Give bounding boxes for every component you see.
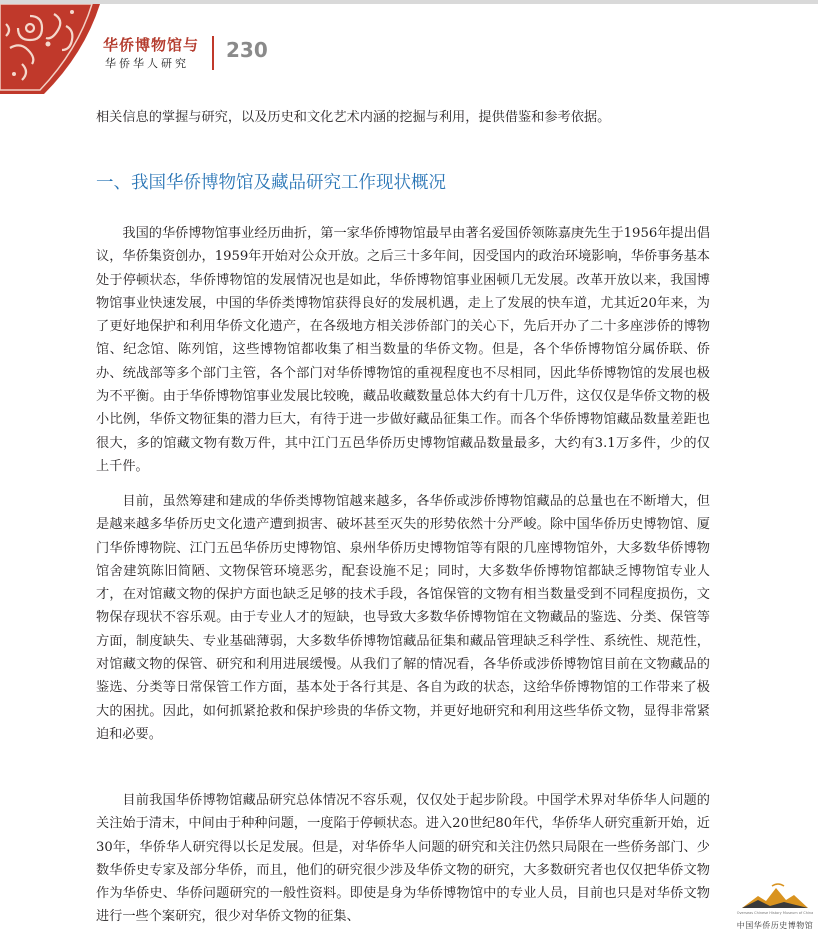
decorative-corner-pattern xyxy=(0,4,100,94)
intro-line: 相关信息的掌握与研究，以及历史和文化艺术内涵的挖掘与利用，提供借鉴和参考依据。 xyxy=(96,110,611,125)
page-number: 230 xyxy=(226,38,268,62)
logo-english-text: Overseas Chinese History Museum of China xyxy=(736,911,814,915)
book-subtitle: 华侨华人研究 xyxy=(105,57,189,70)
section-heading: 一、我国华侨博物馆及藏品研究工作现状概况 xyxy=(96,173,446,193)
logo-chinese-text: 中国华侨历史博物馆 xyxy=(736,921,814,930)
body-paragraph-2: 目前，虽然筹建和建成的华侨类博物馆越来越多，各华侨或涉侨博物馆藏品的总量也在不断增大，但是越来越多华侨历史文化遗产遭到损害、破坏甚至灭失的形势依然十分严峻。除中国华侨历史博物馆、厦门华侨博物院、江门五邑华侨历史博物馆、泉州华侨历史博物馆等有限的几座博物馆外，大多数华侨博物馆舍建筑陈旧简陋、文物保管环境恶劣，配套设施不足；同时，大多数华侨博物馆都缺乏博物馆专业人才，在对馆藏文物的保护方面也缺乏足够的技术手段，各馆保管的文物有相当数量受到不同程度损伤，文物保存现状不容乐观。由于专业人才的短缺，也导致大多数华侨博物馆在文物藏品的鉴选、分类、保管等方面，制度缺失、专业基础薄弱，大多数华侨博物馆藏品征集和藏品管理缺乏科学性、系统性、规范性，对馆藏文物的保管、研究和利用进展缓慢。从我们了解的情况看，各华侨或涉侨博物馆目前在文物藏品的鉴选、分类等日常保管工作方面，基本处于各行其是、各自为政的状态，这给华侨博物馆的工作带来了极大的困扰。因此，如何抓紧抢救和保护珍贵的华侨文物，并更好地研究和利用这些华侨文物，显得非常紧迫和必要。 xyxy=(96,494,710,742)
book-title: 华侨博物馆与 xyxy=(103,36,200,54)
mountain-logo-icon xyxy=(740,882,810,910)
museum-logo xyxy=(732,882,818,937)
header-divider xyxy=(212,36,214,70)
body-paragraph-1: 我国的华侨博物馆事业经历曲折，第一家华侨博物馆最早由著名爱国侨领陈嘉庚先生于1956年提出倡议，华侨集资创办，1959年开始对公众开放。之后三十多年间，因受国内的政治环境影响，华侨事务基本处于停顿状态，华侨博物馆的发展情况也是如此，华侨博物馆事业困顿几无发展。改革开放以来，我国博物馆事业快速发展，中国的华侨类博物馆获得良好的发展机遇，走上了发展的快车道，尤其近20年来，为了更好地保护和利用华侨文化遗产，在各级地方相关涉侨部门的关心下，先后开办了二十多座涉侨的博物馆、纪念馆、陈列馆，这些博物馆都收集了相当数量的华侨文物。但是，各个华侨博物馆分属侨联、侨办、统战部等多个部门主管，各个部门对华侨博物馆的重视程度也不尽相同，因此华侨博物馆的发展也极为不平衡。由于华侨博物馆事业发展比较晚，藏品收藏数量总体大约有十几万件，这仅仅是华侨文物的极小比例，华侨文物征集的潜力巨大，有待于进一步做好藏品征集工作。而各个华侨博物馆藏品数量差距也很大，多的馆藏文物有数万件，其中江门五邑华侨历史博物馆藏品数量最多，大约有3.1万多件，少的仅上千件。 xyxy=(96,226,710,474)
body-paragraph-3: 目前我国华侨博物馆藏品研究总体情况不容乐观，仅仅处于起步阶段。中国学术界对华侨华人问题的关注始于清末，中间由于种种问题，一度陷于停顿状态。进入20世纪80年代，华侨华人研究重新开始，近30年，华侨华人研究得以长足发展。但是，对华侨华人问题的研究和关注仍然只局限在一些侨务部门、少数华侨史专家及部分华侨，而且，他们的研究很少涉及华侨文物的研究，大多数研究者也仅仅把华侨文物作为华侨史、华侨问题研究的一般性资料。即使是身为华侨博物馆中的专业人员，目前也只是对华侨文物进行一些个案研究，很少对华侨文物的征集、 xyxy=(96,793,710,925)
top-gray-strip xyxy=(0,0,818,4)
